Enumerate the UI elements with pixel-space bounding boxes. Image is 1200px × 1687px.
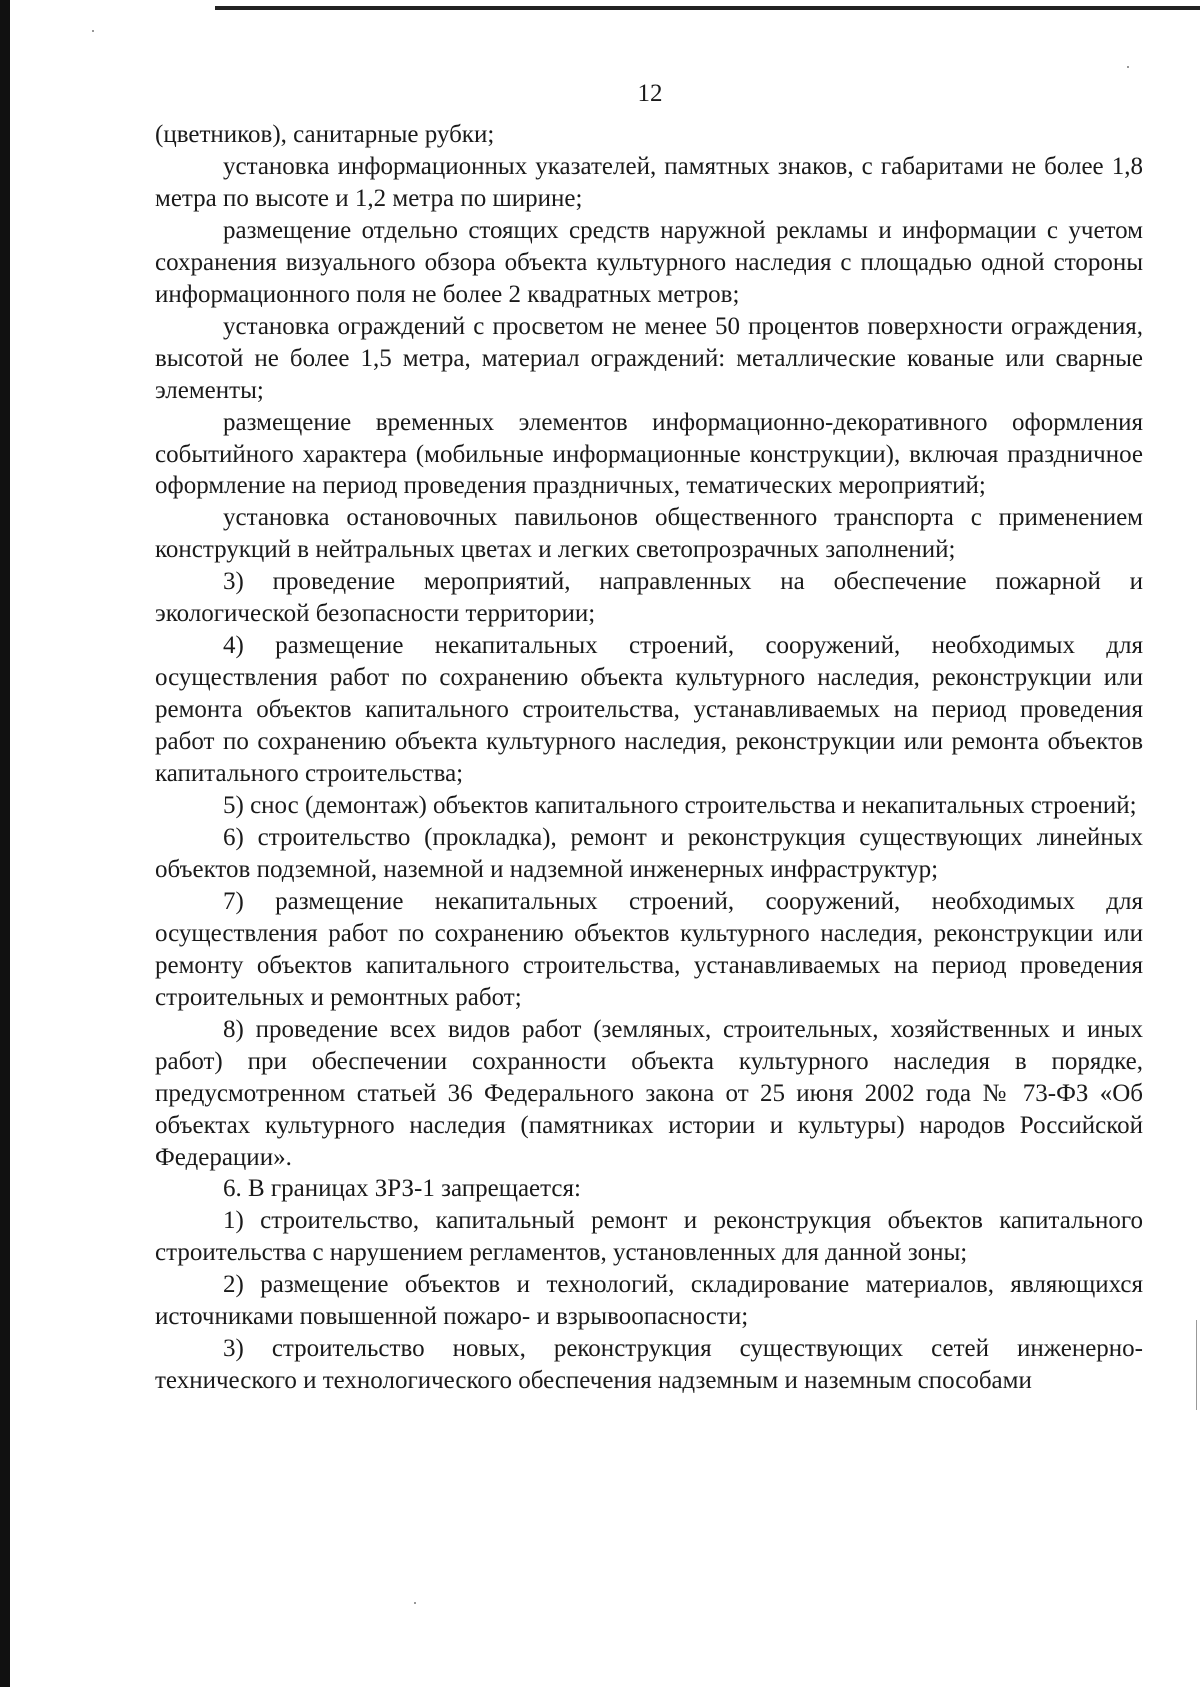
paragraph: 7) размещение некапитальных строений, сооружений, необходимых для осуществления работ по сохранению объектов культурного наследия, реконструкции или ремонту объектов капитального строительства, устанавливаемых на период проведения строительных и ремонтных работ; bbox=[155, 887, 1143, 1011]
paragraph: 5) снос (демонтаж) объектов капитального строительства и некапитальных строений; bbox=[223, 792, 1137, 820]
paragraph: 6. В границах ЗРЗ-1 запрещается: bbox=[223, 1175, 581, 1203]
document-body bbox=[155, 119, 1143, 1397]
paragraph: 3) строительство новых, реконструкция существующих сетей инженерно-технического и технологического обеспечения надземным и наземным способами bbox=[155, 1335, 1143, 1395]
paragraph: 3) проведение мероприятий, направленных на обеспечение пожарной и экологической безопасности территории; bbox=[155, 568, 1143, 628]
paragraph: установка информационных указателей, памятных знаков, с габаритами не более 1,8 метра по высоте и 1,2 метра по ширине; bbox=[155, 152, 1143, 212]
paragraph: размещение временных элементов информационно-декоративного оформления событийного характера (мобильные информационные конструкции), включая праздничное оформление на период проведения праздничных, тематических мероприятий; bbox=[155, 408, 1143, 500]
scan-speck bbox=[1127, 66, 1129, 68]
paragraph: 4) размещение некапитальных строений, сооружений, необходимых для осуществления работ по сохранению объекта культурного наследия, реконструкции или ремонта объектов капитального строительства, устанавливаемых на период проведения работ по сохранению объекта культурного наследия, реконструкции или ремонта объектов капитального строительства; bbox=[155, 632, 1143, 788]
paragraph: 8) проведение всех видов работ (земляных, строительных, хозяйственных и иных работ) при обеспечении сохранности объекта культурного наследия в порядке, предусмотренном статьей 36 Федерального закона от 25 июня 2002 года № 73-ФЗ «Об объектах культурного наследия (памятниках истории и культуры) народов Российской Федерации». bbox=[155, 1015, 1143, 1171]
paragraph: размещение отдельно стоящих средств наружной рекламы и информации с учетом сохранения визуального обзора объекта культурного наследия с площадью одной стороны информационного поля не более 2 квадратных метров; bbox=[155, 216, 1143, 308]
scan-right-mark bbox=[1196, 1320, 1197, 1410]
page-number: 12 bbox=[637, 80, 663, 107]
scan-top-edge bbox=[215, 6, 1200, 10]
paragraph: установка ограждений с просветом не менее 50 процентов поверхности ограждения, высотой не более 1,5 метра, материал ограждений: металлические кованые или сварные элементы; bbox=[155, 312, 1143, 404]
paragraph: 2) размещение объектов и технологий, складирование материалов, являющихся источниками повышенной пожаро- и взрывоопасности; bbox=[155, 1271, 1143, 1331]
paragraph: 6) строительство (прокладка), ремонт и реконструкция существующих линейных объектов подземной, наземной и надземной инженерных инфраструктур; bbox=[155, 823, 1143, 883]
paragraph: (цветников), санитарные рубки; bbox=[155, 121, 495, 148]
paragraph: установка остановочных павильонов общественного транспорта с применением конструкций в нейтральных цветах и легких светопрозрачных заполнений; bbox=[155, 504, 1143, 564]
scan-speck bbox=[414, 1602, 416, 1604]
scan-left-edge bbox=[0, 0, 10, 1687]
scan-speck bbox=[92, 30, 94, 32]
paragraph: 1) строительство, капитальный ремонт и реконструкция объектов капитального строительства с нарушением регламентов, установленных для данной зоны; bbox=[155, 1207, 1143, 1267]
